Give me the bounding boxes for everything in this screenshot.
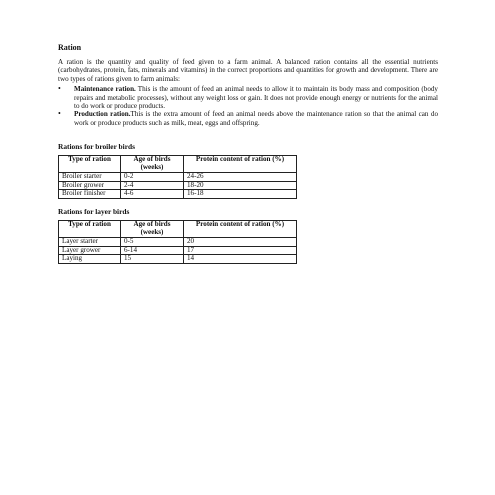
table-cell: 2-4 — [121, 181, 184, 190]
table-cell: 24-26 — [184, 172, 297, 181]
table-cell: 18-20 — [184, 181, 297, 190]
column-header: Age of birds (weeks) — [121, 156, 184, 173]
table-cell: Broiler grower — [59, 181, 121, 190]
table-cell: 4-6 — [121, 190, 184, 199]
broiler-rations-table — [58, 155, 297, 199]
table-row — [59, 190, 297, 199]
column-header: Protein content of ration (%) — [184, 156, 297, 173]
layer-rations-table — [58, 220, 297, 264]
section-heading: Ration — [58, 43, 82, 52]
bullet-icon: • — [58, 109, 61, 119]
column-header: Type of ration — [59, 221, 121, 238]
column-header: Protein content of ration (%) — [184, 221, 297, 238]
table-cell: 16-18 — [184, 190, 297, 199]
table-header-row — [59, 221, 297, 238]
bullet-icon: • — [58, 84, 61, 94]
table-cell: 0-5 — [121, 237, 184, 246]
broiler-table-title: Rations for broiler birds — [58, 142, 135, 152]
list-item-term: Production ration. — [74, 110, 131, 119]
column-header: Type of ration — [59, 156, 121, 173]
list-item-text: This is the amount of feed an animal needs to allow it to maintain its body mass and composition (body repairs and metabolic processes), without any weight loss or gain. It does not provide enough energy or nutrients for the animal to do work or produce products. — [74, 85, 438, 111]
table-cell: Layer grower — [59, 246, 121, 255]
table-cell: 14 — [184, 255, 297, 264]
table-cell: Laying — [59, 255, 121, 264]
table-cell: 0-2 — [121, 172, 184, 181]
list-item-term: Maintenance ration. — [74, 85, 136, 94]
list-item — [58, 110, 438, 127]
table-row — [59, 246, 297, 255]
table-cell: Layer starter — [59, 237, 121, 246]
intro-paragraph: A ration is the quantity and quality of feed given to a farm animal. A balanced ration contains all the essential nutrients (carbohydrates, protein, fats, minerals and vitamins) in the correct proportions and quantities for growth and development. There are two types of rations given to farm animals: — [58, 58, 438, 83]
column-header: Age of birds (weeks) — [121, 221, 184, 238]
table-cell: 20 — [184, 237, 297, 246]
table-row — [59, 237, 297, 246]
table-row — [59, 172, 297, 181]
table-cell: 6-14 — [121, 246, 184, 255]
list-item — [58, 85, 438, 110]
table-row — [59, 255, 297, 264]
table-cell: 15 — [121, 255, 184, 264]
layer-table-title: Rations for layer birds — [58, 207, 130, 217]
table-header-row — [59, 156, 297, 173]
document-page — [58, 43, 438, 264]
list-item-text: This is the extra amount of feed an animal needs above the maintenance ration so that the animal can do work or produce products such as milk, meat, eggs and offspring. — [74, 110, 438, 127]
table-cell: Broiler finisher — [59, 190, 121, 199]
table-cell: 17 — [184, 246, 297, 255]
ration-types-list — [58, 85, 438, 127]
table-cell: Broiler starter — [59, 172, 121, 181]
